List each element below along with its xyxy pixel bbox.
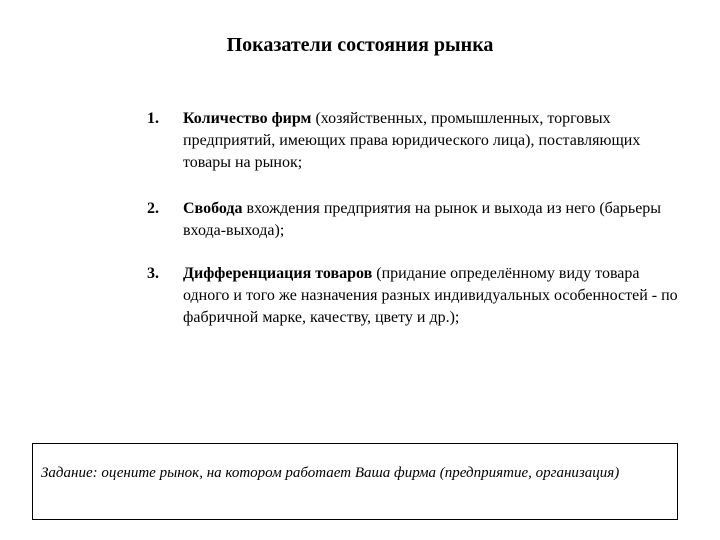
item-description: (придание определённому виду товара одного и того же назначения разных индивидуальных особенностей - по фабричной марке, качеству, цвету и др.); [183,265,678,326]
list-item [0,198,720,242]
item-description: (хозяйственных, промышленных, торговых предприятий, имеющих права юридического лица), поставляющих товары на рынок; [183,110,641,171]
list-item [0,263,720,329]
item-number: 1. [147,110,159,127]
item-term: Количество фирм [183,110,312,127]
item-number: 3. [147,265,159,282]
page-title: Показатели состояния рынка [226,34,494,56]
item-term: Дифференциация товаров [183,265,373,282]
task-box [32,443,678,520]
item-text [183,263,678,329]
item-text [183,198,678,242]
task-text: Задание: оцените рынок, на котором работает Ваша фирма (предприятие, организация) [41,465,620,481]
item-description: вхождения предприятия на рынок и выхода из него (барьеры входа-выхода); [183,200,662,239]
item-term: Свобода [183,200,243,217]
item-number: 2. [147,200,159,217]
list-item [0,108,720,174]
item-text [183,108,678,174]
